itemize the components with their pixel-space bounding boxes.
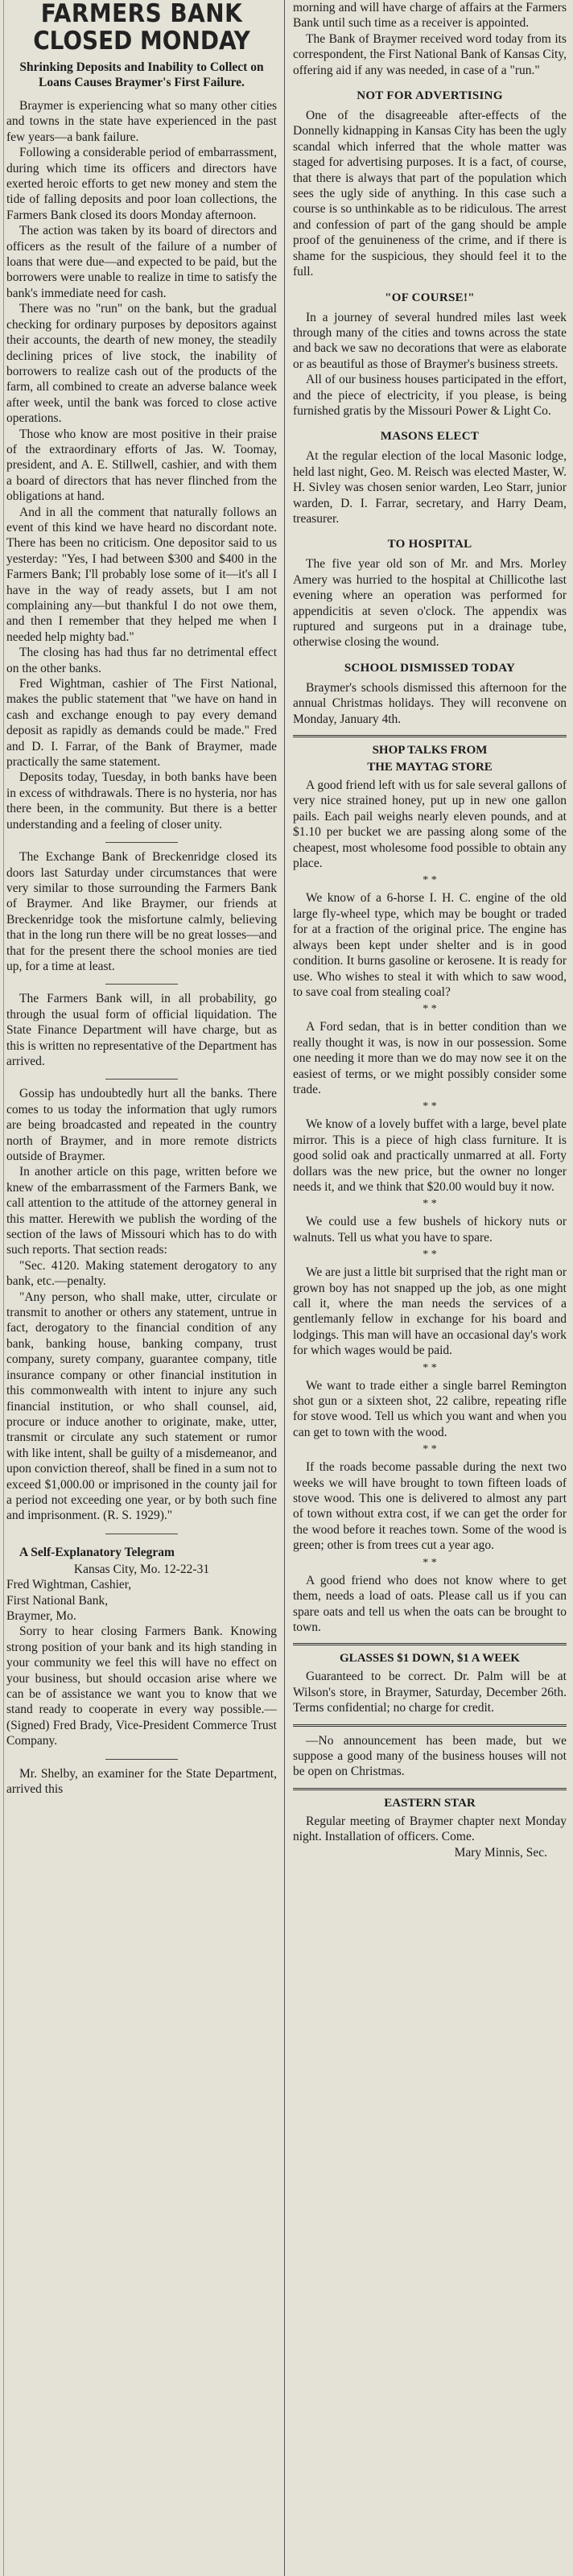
- article-paragraph: Following a considerable period of embarrassment, during which time its officers and directors have exerted heroic efforts to get new money and stem the tide of falling deposits and poor loan collections, the Farmers Bank closed its doors Monday afternoon.: [6, 146, 277, 222]
- article-paragraph: The Bank of Braymer received word today from its correspondent, the First National Bank of Kansas City, offering aid if any was needed, in case of a "run.": [293, 31, 567, 77]
- section-heading-shop-talks: SHOP TALKS FROM: [372, 744, 488, 758]
- shop-item: If the roads become passable during the next two weeks we will have brought to town fifteen loads of stove wood. This one is delivered to almost any part of town without extra cost, if we can get the order for the wood before it reaches town. Some of the wood is green; other is from trees cut a year ago.: [293, 1460, 567, 1553]
- continued-text: morning and will have charge of affairs at the Farmers Bank until such time as a receiver is appointed.: [293, 1, 567, 31]
- article-paragraph: There was no "run" on the bank, but the gradual checking for ordinary purposes by depositors against their accounts, the dearth of new money, the steadily declining prices of live stock, the inability of borrowers to realize cash out of the products of the farm, all combined to create an adverse balance week after week, until the bank was forced to close active operations.: [6, 302, 277, 426]
- holiday-note: —No announcement has been made, but we suppose a good many of the business houses will not be open on Christmas.: [293, 1733, 567, 1779]
- article-paragraph: The action was taken by its board of directors and officers as the result of the failure of a number of loans that were due—and expected to be paid, but the borrowers were unable to realize in time to satisfy the bank's immediate need for cash.: [6, 224, 277, 300]
- headline-line-1: FARMERS BANK: [40, 0, 243, 28]
- shop-item: We know of a 6-horse I. H. C. engine of the old large fly-wheel type, which may be bought or traded for at a fraction of the original price. The engine has always been kept under shelter and is in good condition. It burns gasoline or kerosene. It is ready for use. Who wishes to steal it with which to saw wood, to save coal from stealing coal?: [293, 891, 567, 999]
- section-divider: [105, 984, 178, 985]
- telegram-heading: A Self-Explanatory Telegram: [19, 1545, 175, 1559]
- shop-item: A good friend who does not know where to get them, needs a load of oats. Please call us if you can spare oats and tell us when the oats can be brought to town.: [293, 1573, 567, 1634]
- section-divider: [105, 1079, 178, 1080]
- article-paragraph: In a journey of several hundred miles last week through many of the cities and towns across the state and back we saw no decorations that were as elaborate or as beautiful as those of Braymer's business streets.: [293, 310, 567, 371]
- telegram-address-line: Fred Wightman, Cashier,: [6, 1578, 132, 1592]
- section-heading-masons: MASONS ELECT: [380, 430, 480, 444]
- section-heading-of-course: "OF COURSE!": [385, 291, 475, 304]
- double-rule: [293, 1788, 567, 1790]
- page-edge-rule: [3, 0, 4, 2576]
- star-separator: * *: [423, 1003, 437, 1016]
- star-separator: * *: [423, 1556, 437, 1569]
- notice-body: Regular meeting of Braymer chapter next Monday night. Installation of officers. Come.: [293, 1814, 567, 1844]
- section-heading-school: SCHOOL DISMISSED TODAY: [344, 661, 516, 675]
- star-separator: * *: [423, 1361, 437, 1374]
- section-heading-eastern-star: EASTERN STAR: [384, 1796, 476, 1810]
- left-column: [6, 0, 277, 1797]
- shop-item: We could use a few bushels of hickory nuts or walnuts. Tell us what you have to spare.: [293, 1215, 567, 1245]
- article-paragraph: "Sec. 4120. Making statement derogatory to any bank, etc.—penalty.: [6, 1258, 277, 1289]
- double-rule: [293, 735, 567, 737]
- article-paragraph: Braymer's schools dismissed this afternoon for the annual Christmas holidays. They will reconvene on Monday, January 4th.: [293, 680, 567, 726]
- column-rule: [284, 0, 285, 2576]
- star-separator: * *: [423, 1198, 437, 1211]
- ad-body: Guaranteed to be correct. Dr. Palm will be at Wilson's store, in Braymer, Saturday, December 26th. Terms confidential; no charge for credit.: [293, 1670, 567, 1715]
- shop-item: A good friend left with us for sale several gallons of very nice strained honey, put up in new one gallon pails. Each pail weighs nearly eleven pounds, and at $1.10 per bucket we are passing along some of the cheapest, most wholesome food possible to obtain any place.: [293, 778, 567, 871]
- shop-item: We want to trade either a single barrel Remington shot gun or a sixteen shot, 22 calibre, repeating rifle for stove wood. Tell us which you want and when you can get to town with the wood.: [293, 1378, 567, 1439]
- section-subheading-maytag: THE MAYTAG STORE: [367, 761, 493, 774]
- article-paragraph: Gossip has undoubtedly hurt all the banks. There comes to us today the information that ugly rumors are being broadcasted and repeated in the country north of Braymer, and in more remote districts outside of Braymer.: [6, 1087, 277, 1163]
- article-paragraph: Those who know are most positive in their praise of the extraordinary efforts of Jas. W. Toomay, president, and A. E. Stillwell, cashier, and with them a board of directors that has never flinched from the obligations at hand.: [6, 427, 277, 504]
- article-paragraph: Braymer is experiencing what so many other cities and towns in the state have experienced in the past few years—a bank failure.: [6, 99, 277, 144]
- article-paragraph: Mr. Shelby, an examiner for the State Department, arrived this: [6, 1766, 277, 1797]
- article-paragraph: The closing has had thus far no detrimental effect on the other banks.: [6, 646, 277, 675]
- section-heading-glasses: GLASSES $1 DOWN, $1 A WEEK: [340, 1652, 520, 1666]
- article-paragraph: The Farmers Bank will, in all probability, go through the usual form of official liquidation. The State Finance Department will have charge, but as this is written no representative of the Department has arrived.: [6, 992, 277, 1068]
- article-paragraph: One of the disagreeable after-effects of the Donnelly kidnapping in Kansas City has been the ugly scandal which inferred that the whole matter was staged for advertising purposes. It is a fact, of course, that there is always that part of the population which sees the ugly side of anything. In this case such a course is so unthinkable as to be ridiculous. The arrest and confession of part of the gang should be ample proof of the genuineness of the crime, and if there is shame for the suspicious, they should feel it to the full.: [293, 109, 567, 279]
- article-paragraph: The Exchange Bank of Breckenridge closed its doors last Saturday under circumstances that were very similar to those surrounding the Farmers Bank of Braymer. And like Braymer, our friends at Breckenridge took the misfortune calmly, believing that in the long run there will be no great losses—and that for the present there the school monies are tied up, for a time at least.: [6, 850, 277, 973]
- section-heading-not-advertising: NOT FOR ADVERTISING: [357, 89, 503, 103]
- star-separator: * *: [423, 874, 437, 887]
- telegram-address-line: Braymer, Mo.: [6, 1608, 76, 1623]
- right-column: [293, 0, 567, 1860]
- article-paragraph: At the regular election of the local Masonic lodge, held last night, Geo. M. Reisch was elected Master, W. H. Sivley was chosen senior warden, Leo Starr, junior warden, D. I. Farrar, secretary, and Harry Deam, treasurer.: [293, 449, 567, 526]
- star-separator: * *: [423, 1249, 437, 1261]
- article-paragraph: Deposits today, Tuesday, in both banks have been in excess of withdrawals. There is no hysteria, nor has there been, in the community. But there is a better understanding and a feeling of closer unity.: [6, 770, 277, 832]
- article-paragraph: "Any person, who shall make, utter, circulate or transmit to another or others any statement, untrue in fact, derogatory to the financial condition of any bank, banking house, banking company, trust company, surety company, guarantee company, title insurance company or other financial institution in this commonwealth with intent to injure any such financial institution, or who shall counsel, aid, procure or induce another to originate, make, utter, transmit or circulate any such statement or rumor with like intent, shall be guilty of a misdemeanor, and upon conviction thereof, shall be fined in a sum not to exceed $1,000.00 or imprisoned in the county jail for a period not exceeding one year, or by both such fine and imprisonment. (R. S. 1929).": [6, 1290, 277, 1523]
- section-heading-hospital: TO HOSPITAL: [387, 538, 472, 551]
- double-rule: [293, 1724, 567, 1727]
- telegram-dateline: Kansas City, Mo. 12-22-31: [73, 1562, 210, 1576]
- article-paragraph: In another article on this page, written before we knew of the embarrassment of the Farmers Bank, we call attention to the attitude of the attorney general in this matter. Herewith we publish the wording of the section of the laws of Missouri which has to do with such reports. That section reads:: [6, 1165, 277, 1257]
- telegram-body: Sorry to hear closing Farmers Bank. Knowing strong position of your bank and its high standing in your community we feel this will have no effect on your business, but should occasion arise where we can be of assistance we want you to know that we stand ready to cooperate in every way possible.—(Signed) Fred Brady, Vice-President Commerce Trust Company.: [6, 1624, 277, 1748]
- shop-item: A Ford sedan, that is in better condition than we really thought it was, is now in our possession. Some one needing it more than we do may now see it on the easiest of terms, or we might possibly consider some trade.: [293, 1020, 567, 1096]
- article-paragraph: Fred Wightman, cashier of The First National, makes the public statement that "we have on hand in cash and exchange enough to pay every demand deposit as rapidly as demands could be made." Fred and D. I. Farrar, of the Bank of Braymer, made practically the same statement.: [6, 677, 277, 770]
- shop-item: We are just a little bit surprised that the right man or grown boy has not snapped up the job, as one might call it, where the man needs the services of a gentlemanly fellow in exchange for his board and lodgings. This man will have an occasional day's work for which wages would be paid.: [293, 1265, 567, 1358]
- shop-item: We know of a lovely buffet with a large, bevel plate mirror. This is a piece of high class furniture. It is good solid oak and practically unmarred at all. Forty dollars was the new price, but the owner no longer needs it, and we think that $20.00 would buy it now.: [293, 1117, 567, 1194]
- section-divider: [105, 1759, 178, 1760]
- section-divider: [105, 842, 178, 843]
- headline-deck: Shrinking Deposits and Inability to Collect on Loans Causes Braymer's First Failure.: [19, 60, 264, 89]
- notice-signature: Mary Minnis, Sec.: [454, 1845, 547, 1860]
- star-separator: * *: [423, 1100, 437, 1113]
- headline-line-2: CLOSED MONDAY: [33, 27, 250, 56]
- double-rule: [293, 1643, 567, 1645]
- article-paragraph: All of our business houses participated in the effort, and the piece of electricity, if you please, is being furnished gratis by the Missouri Power & Light Co.: [293, 373, 567, 418]
- telegram-address-line: First National Bank,: [6, 1593, 109, 1608]
- article-paragraph: The five year old son of Mr. and Mrs. Morley Amery was hurried to the hospital at Chillicothe last evening where an operation was performed for appendicitis at seven o'clock. The appendix was ruptured and surgeons put in a drainage tube, otherwise closing the wound.: [293, 557, 567, 650]
- article-paragraph: And in all the comment that naturally follows an event of this kind we have heard no discordant note. There has been no criticism. One depositor said to us yesterday: "Yes, I had between $300 and $400 in the Farmers Bank; I'll probably lose some of it—it's all I have in the way of ready assets, but I am not complaining any—but thankful I do not owe them, and then I remember that they helped me when I needed help mighty bad.": [6, 505, 277, 644]
- star-separator: * *: [423, 1443, 437, 1456]
